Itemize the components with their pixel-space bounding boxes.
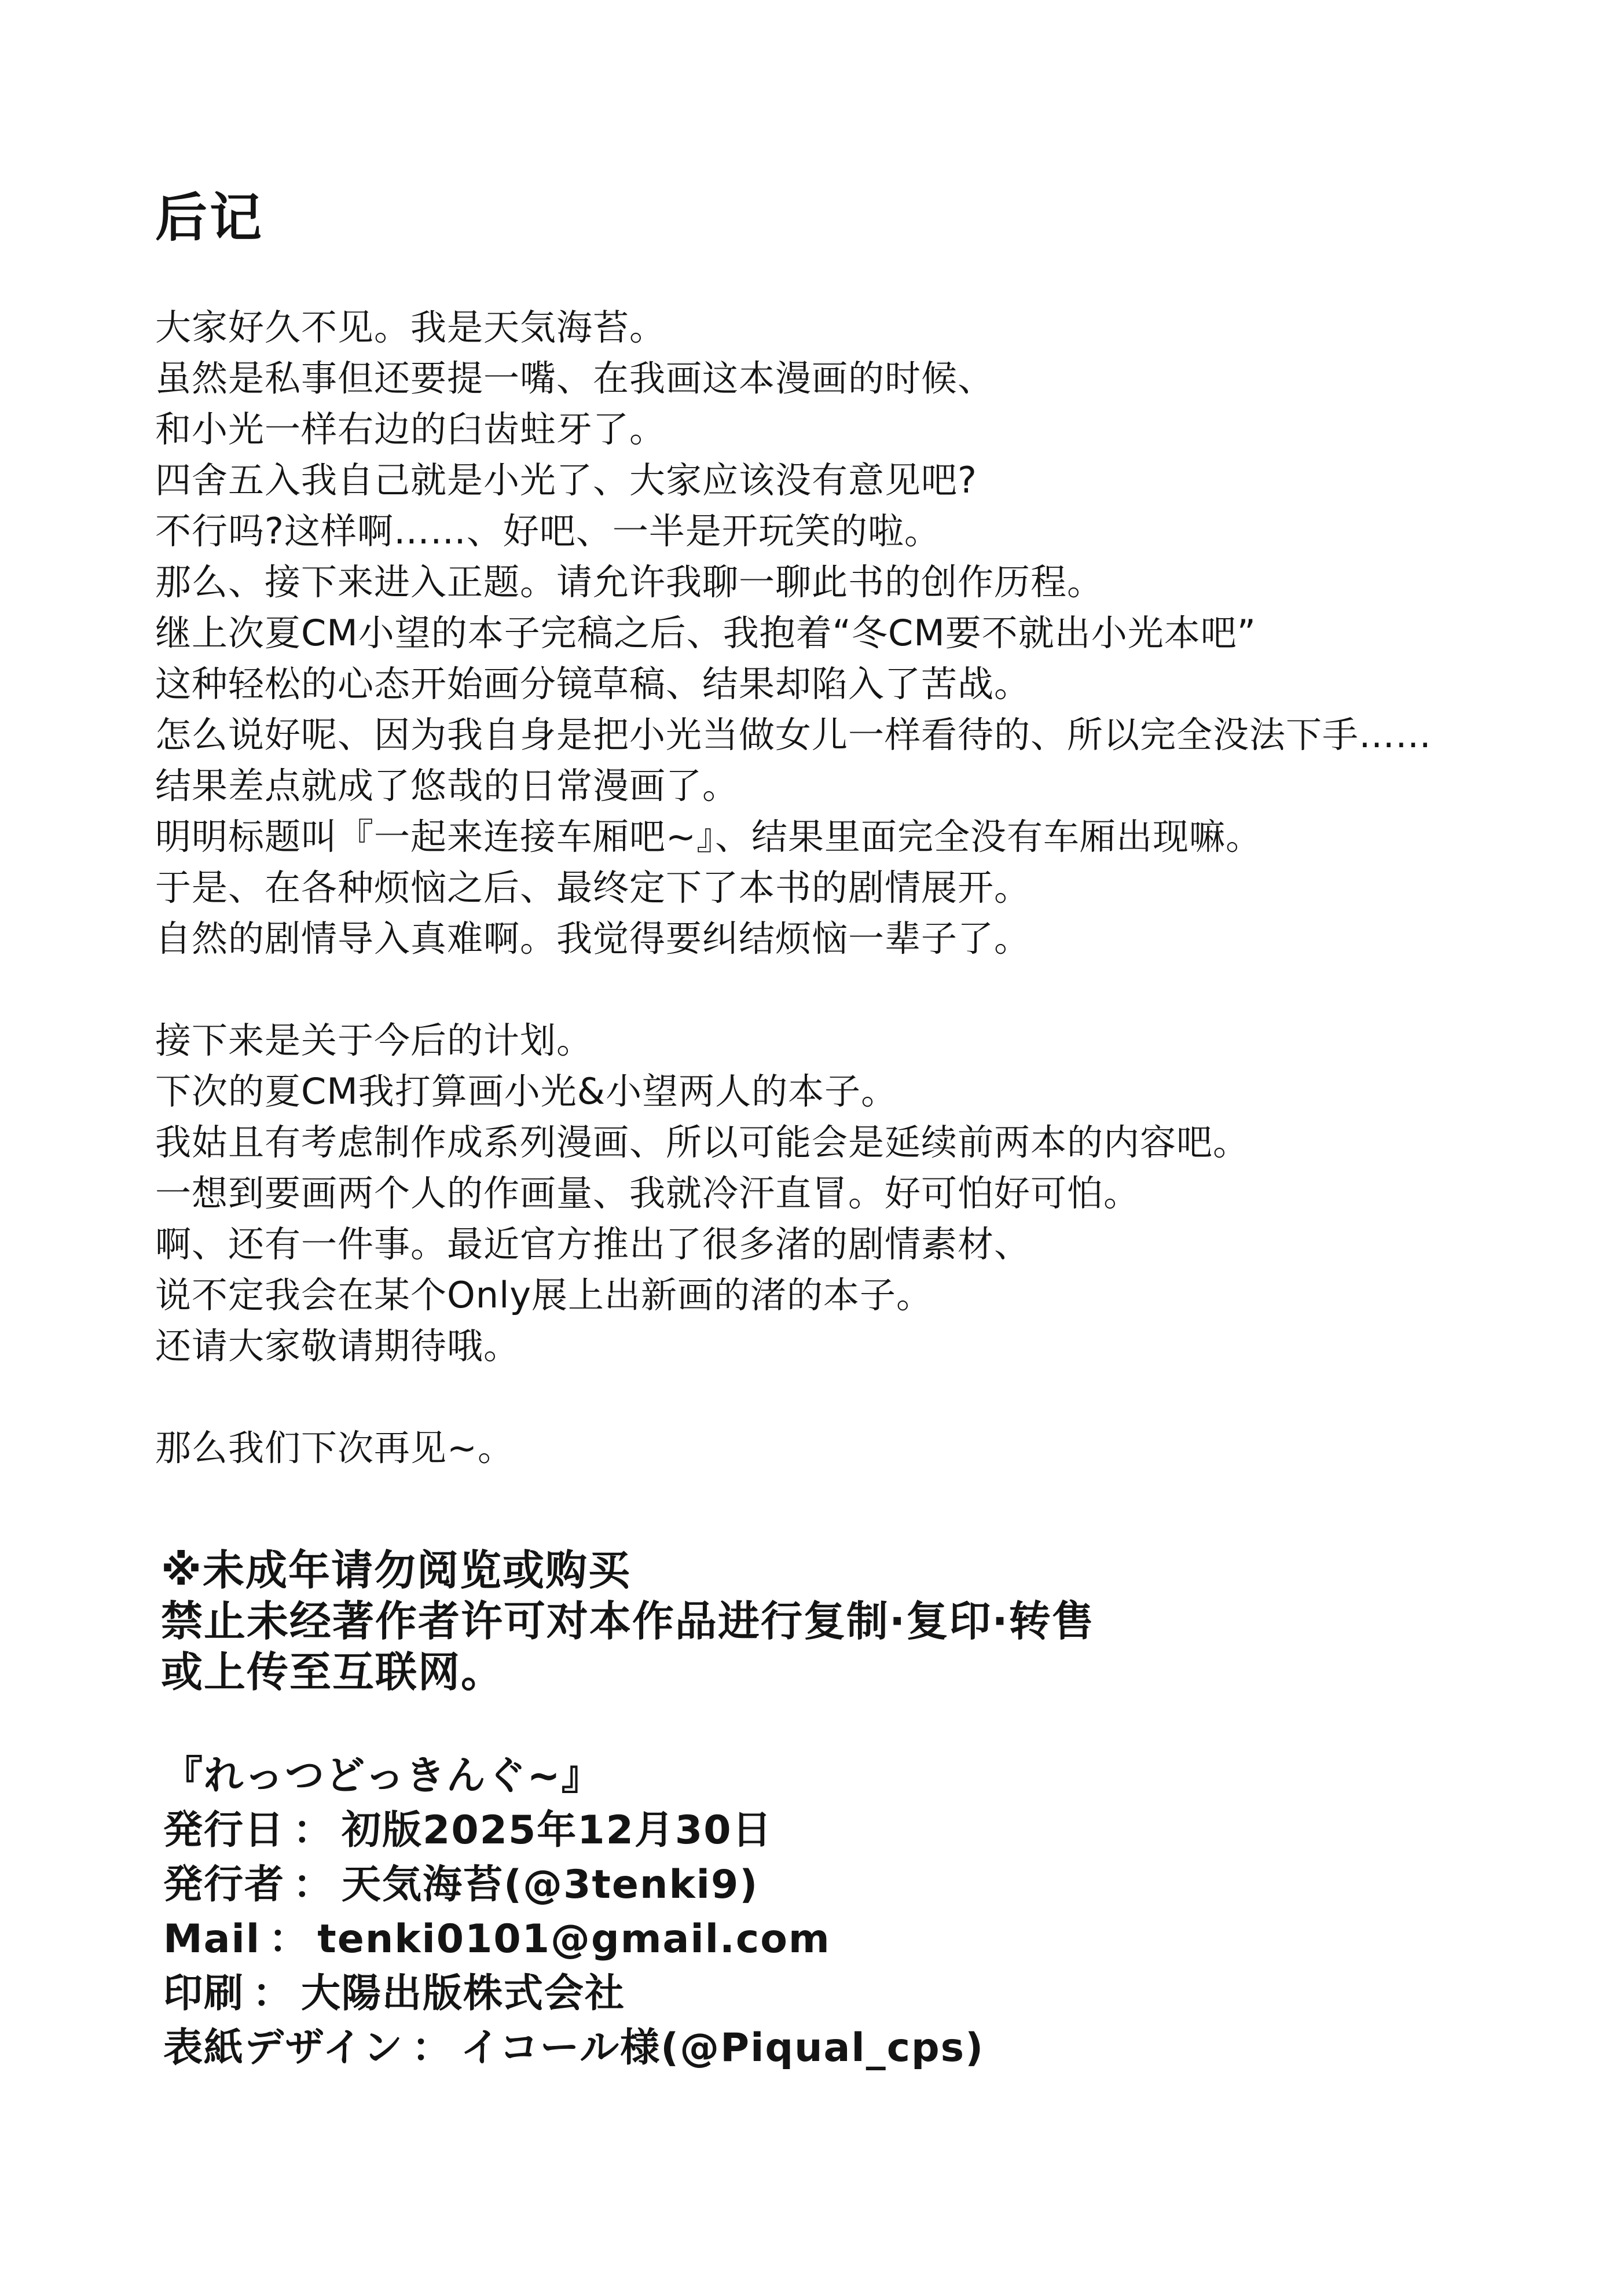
body-line: 一想到要画两个人的作画量、我就冷汗直冒。好可怕好可怕。 [155,1172,1140,1214]
paragraph-gap [155,964,1432,1015]
body-line: 怎么说好呢、因为我自身是把小光当做女儿一样看待的、所以完全没法下手…… [155,714,1432,756]
colophon-row-mail [163,1912,984,1967]
colophon-label: 発行日 [163,1808,285,1853]
page-title: 后记 [155,188,264,248]
colophon-separator: ： [252,1971,294,2016]
colophon-label: Mail [163,1916,261,1962]
colophon-separator: ： [293,1808,334,1853]
body-line: 还请大家敬请期待哦。 [155,1325,520,1367]
colophon-row-printer [163,1967,984,2021]
body-line: 于是、在各种烦恼之后、最终定下了本书的剧情展开。 [155,866,1031,909]
notice-line: ※未成年请勿阅览或购买 [161,1546,631,1595]
body-line: 这种轻松的心态开始画分镜草稿、结果却陷入了苦战。 [155,663,1031,705]
paragraph-gap [155,1372,1432,1423]
colophon-value: 大陽出版株式会社 [301,1971,626,2016]
notice-line: 禁止未经著作者许可对本作品进行复制·复印·转售 [161,1597,1095,1645]
body-line: 那么、接下来进入正题。请允许我聊一聊此书的创作历程。 [155,561,1104,603]
colophon-value: イコール様(@Piqual_cps) [460,2025,985,2071]
colophon-value: 初版2025年12月30日 [342,1808,773,1853]
colophon-label: 印刷 [163,1971,245,2016]
body-line: 说不定我会在某个Only展上出新画的渚的本子。 [155,1274,933,1316]
body-line: 那么我们下次再见~。 [155,1427,514,1469]
afterword-body [155,302,1432,1474]
book-title: 『れっつどっきんぐ~』 [163,1753,602,1799]
body-line: 啊、还有一件事。最近官方推出了很多渚的剧情素材、 [155,1223,1031,1265]
body-line: 虽然是私事但还要提一嘴、在我画这本漫画的时候、 [155,357,995,399]
body-line: 下次的夏CM我打算画小光&小望两人的本子。 [155,1070,898,1112]
colophon-label: 発行者 [163,1862,285,1908]
body-line: 接下来是关于今后的计划。 [155,1019,593,1061]
body-line: 大家好久不见。我是天気海苔。 [155,306,666,348]
body-line: 结果差点就成了悠哉的日常漫画了。 [155,765,739,807]
body-line: 继上次夏CM小望的本子完稿之后、我抱着“冬CM要不就出小光本吧” [155,612,1256,654]
colophon-row-publisher [163,1858,984,1912]
colophon-value: 天気海苔(@3tenki9) [342,1862,759,1908]
body-line: 四舍五入我自己就是小光了、大家应该没有意见吧? [155,459,977,501]
body-line: 明明标题叫『一起来连接车厢吧~』、结果里面完全没有车厢出现嘛。 [155,815,1262,858]
copyright-notice [161,1542,1095,1695]
body-line: 我姑且有考虑制作成系列漫画、所以可能会是延续前两本的内容吧。 [155,1121,1250,1163]
colophon-label: 表紙デザイン [163,2025,404,2071]
colophon-separator: ： [269,1916,310,1962]
body-line: 和小光一样右边的臼齿蛀牙了。 [155,408,666,450]
colophon-separator: ： [412,2025,453,2071]
colophon-separator: ： [293,1862,334,1908]
body-line: 不行吗?这样啊……、好吧、一半是开玩笑的啦。 [155,510,941,552]
colophon-row-cover-design [163,2021,984,2075]
colophon-row-release-date [163,1803,984,1858]
body-line: 自然的剧情导入真难啊。我觉得要纠结烦恼一辈子了。 [155,917,1031,960]
colophon-value: tenki0101@gmail.com [317,1916,831,1962]
colophon [163,1749,984,2075]
notice-line: 或上传至互联网。 [161,1648,504,1696]
